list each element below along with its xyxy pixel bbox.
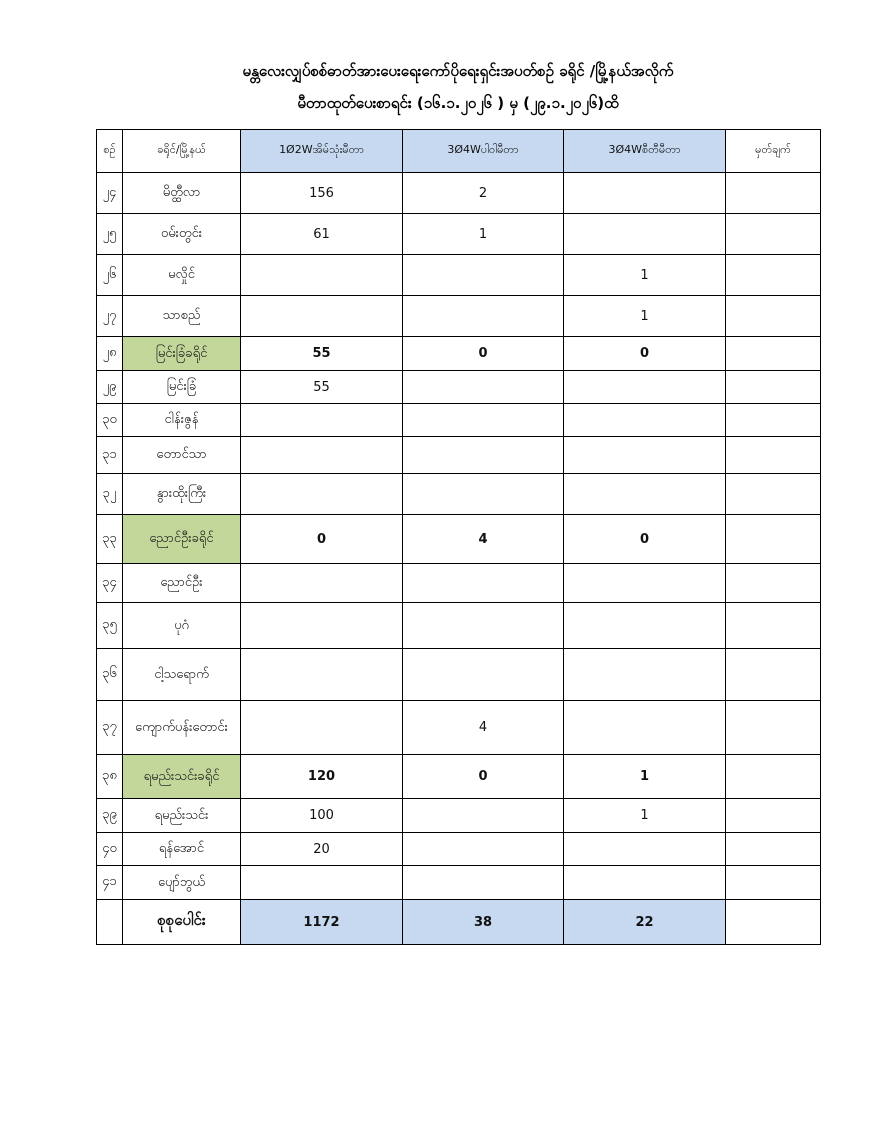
row-name: ငါန်းဇွန် [123, 404, 241, 437]
row-remark [726, 371, 821, 404]
row-col1 [241, 701, 403, 755]
header-name: ခရိုင်/မြို့နယ် [123, 130, 241, 173]
row-remark [726, 437, 821, 474]
row-col3 [564, 371, 726, 404]
row-col1 [241, 404, 403, 437]
report-title: မန္တလေးလျှပ်စစ်ဓာတ်အားပေးရေးကော်ပိုရေးရှင်းအပတ်စဉ် ခရိုင် /မြို့နယ်အလိုက် [242, 62, 674, 80]
row-remark [726, 296, 821, 337]
row-col3: 1 [564, 755, 726, 799]
table-row [97, 437, 821, 474]
table-row [97, 866, 821, 900]
row-no: ၂၅ [97, 214, 123, 255]
header-col3: 3Ø4Wစီတီမီတာ [564, 130, 726, 173]
row-col2 [403, 371, 564, 404]
header-row [97, 130, 821, 173]
total-col1: 1172 [241, 900, 403, 945]
row-col3: 1 [564, 255, 726, 296]
district-name: မြင်းခြံခရိုင် [123, 337, 241, 371]
row-col1: 20 [241, 833, 403, 866]
table-row [97, 649, 821, 701]
row-col2: 4 [403, 515, 564, 564]
row-col1 [241, 564, 403, 603]
row-no: ၄၁ [97, 866, 123, 900]
row-no: ၄၀ [97, 833, 123, 866]
row-col2: 0 [403, 337, 564, 371]
row-remark [726, 799, 821, 833]
header-col1: 1Ø2Wအိမ်သုံးမီတာ [241, 130, 403, 173]
table-row [97, 833, 821, 866]
row-remark [726, 255, 821, 296]
row-col1: 100 [241, 799, 403, 833]
row-name: ညောင်ဦး [123, 564, 241, 603]
row-name: သာစည် [123, 296, 241, 337]
row-col2 [403, 833, 564, 866]
report-subtitle: မီတာထုတ်ပေးစာရင်း (၁၆.၁.၂၀၂၆ ) မှ (၂၉.၁.၂၀၂၆)ထိ [297, 94, 619, 112]
row-name: ဝမ်းတွင်း [123, 214, 241, 255]
row-no: ၃၁ [97, 437, 123, 474]
row-col1 [241, 255, 403, 296]
header-no: စဉ် [97, 130, 123, 173]
table-row [97, 255, 821, 296]
row-remark [726, 173, 821, 214]
row-col3 [564, 474, 726, 515]
row-col1: 55 [241, 371, 403, 404]
row-col3: 1 [564, 799, 726, 833]
row-col2 [403, 296, 564, 337]
row-col1 [241, 296, 403, 337]
row-remark [726, 515, 821, 564]
row-col3 [564, 404, 726, 437]
row-col2 [403, 603, 564, 649]
row-col3 [564, 833, 726, 866]
row-remark [726, 603, 821, 649]
row-col1: 55 [241, 337, 403, 371]
row-remark [726, 337, 821, 371]
row-name: ငါ့သရောက် [123, 649, 241, 701]
row-col2 [403, 564, 564, 603]
row-col2 [403, 649, 564, 701]
table-row [97, 173, 821, 214]
table-row [97, 296, 821, 337]
row-name: ကျောက်ပန်းတောင်း [123, 701, 241, 755]
row-name: ရမည်းသင်း [123, 799, 241, 833]
row-col1 [241, 603, 403, 649]
header-remark: မှတ်ချက် [726, 130, 821, 173]
district-row [97, 755, 821, 799]
total-col2: 38 [403, 900, 564, 945]
row-col3 [564, 603, 726, 649]
row-remark [726, 404, 821, 437]
row-col1 [241, 866, 403, 900]
row-col1 [241, 649, 403, 701]
row-col3 [564, 173, 726, 214]
row-remark [726, 866, 821, 900]
row-remark [726, 833, 821, 866]
district-name: ရမည်းသင်းခရိုင် [123, 755, 241, 799]
row-remark [726, 701, 821, 755]
row-col1 [241, 437, 403, 474]
row-no: ၂၄ [97, 173, 123, 214]
row-col1: 61 [241, 214, 403, 255]
row-col3: 0 [564, 515, 726, 564]
row-no: ၂၆ [97, 255, 123, 296]
total-col3: 22 [564, 900, 726, 945]
row-no: ၃၅ [97, 603, 123, 649]
row-name: တောင်သာ [123, 437, 241, 474]
row-col3: 0 [564, 337, 726, 371]
row-col1: 0 [241, 515, 403, 564]
row-col3 [564, 701, 726, 755]
row-no: ၃၀ [97, 404, 123, 437]
row-col3 [564, 564, 726, 603]
row-col3 [564, 437, 726, 474]
row-name: မလှိုင် [123, 255, 241, 296]
table-row [97, 799, 821, 833]
row-name: ရန်အောင် [123, 833, 241, 866]
total-remark [726, 900, 821, 945]
row-col2: 0 [403, 755, 564, 799]
row-remark [726, 214, 821, 255]
table-row [97, 404, 821, 437]
table-row [97, 371, 821, 404]
row-no: ၂၇ [97, 296, 123, 337]
total-no [97, 900, 123, 945]
district-row [97, 337, 821, 371]
row-col2: 1 [403, 214, 564, 255]
total-row [97, 900, 821, 945]
row-name: ပုဂံ [123, 603, 241, 649]
table-row [97, 474, 821, 515]
row-no: ၂၉ [97, 371, 123, 404]
header-col2: 3Ø4Wပါဝါမီတာ [403, 130, 564, 173]
row-col3: 1 [564, 296, 726, 337]
row-no: ၃၈ [97, 755, 123, 799]
row-col3 [564, 214, 726, 255]
table-row [97, 564, 821, 603]
row-col1 [241, 474, 403, 515]
row-no: ၃၄ [97, 564, 123, 603]
row-name: ပျော်ဘွယ် [123, 866, 241, 900]
row-col3 [564, 649, 726, 701]
district-name: ညောင်ဦးခရိုင် [123, 515, 241, 564]
table-row [97, 214, 821, 255]
row-remark [726, 564, 821, 603]
total-label: စုစုပေါင်း [123, 900, 241, 945]
row-col2 [403, 866, 564, 900]
row-no: ၂၈ [97, 337, 123, 371]
row-col2 [403, 474, 564, 515]
row-no: ၃၂ [97, 474, 123, 515]
row-col2 [403, 799, 564, 833]
row-col2 [403, 404, 564, 437]
row-col2: 4 [403, 701, 564, 755]
row-col2: 2 [403, 173, 564, 214]
row-col1: 156 [241, 173, 403, 214]
table-row [97, 603, 821, 649]
meter-table [96, 129, 821, 945]
row-name: နွားထိုးကြီး [123, 474, 241, 515]
row-remark [726, 474, 821, 515]
district-row [97, 515, 821, 564]
row-no: ၃၇ [97, 701, 123, 755]
row-col3 [564, 866, 726, 900]
row-no: ၃၆ [97, 649, 123, 701]
table-row [97, 701, 821, 755]
row-remark [726, 755, 821, 799]
row-name: မိတ္ထီလာ [123, 173, 241, 214]
row-col2 [403, 437, 564, 474]
row-name: မြင်းခြံ [123, 371, 241, 404]
row-col1: 120 [241, 755, 403, 799]
row-remark [726, 649, 821, 701]
row-no: ၃၉ [97, 799, 123, 833]
row-no: ၃၃ [97, 515, 123, 564]
row-col2 [403, 255, 564, 296]
